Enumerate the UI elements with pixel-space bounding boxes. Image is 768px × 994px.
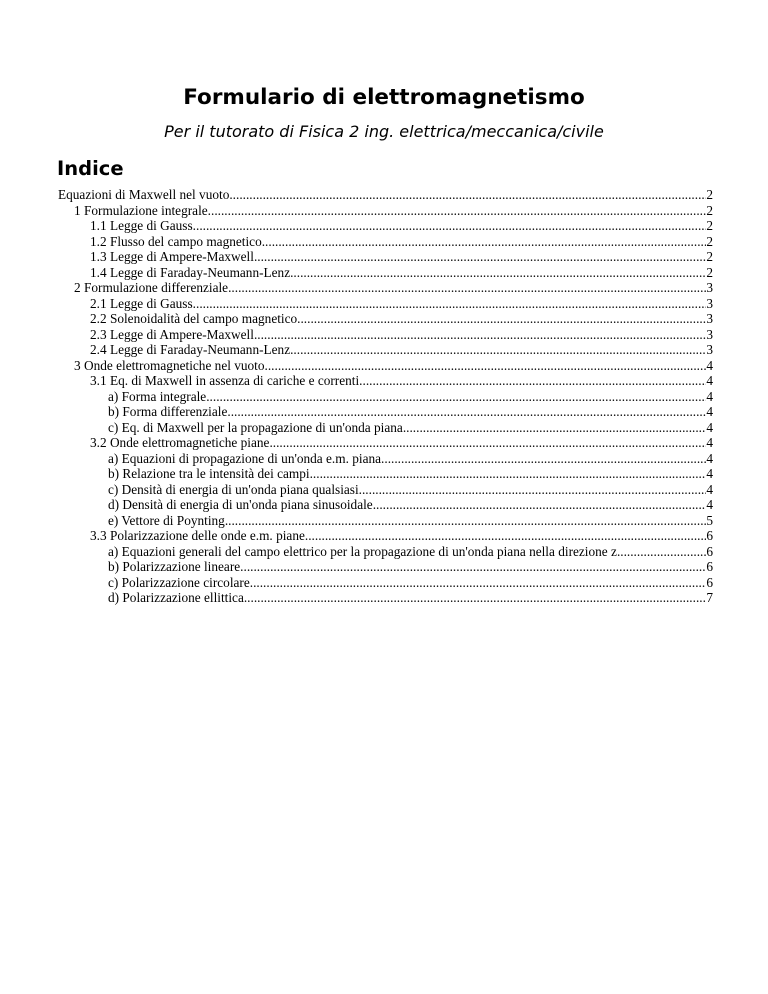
toc-entry[interactable] [58, 311, 713, 327]
toc-entry-title: 2 Formulazione differenziale [74, 280, 229, 295]
toc-dot-leader [290, 342, 706, 358]
toc-entry-page-number: 5 [706, 512, 713, 528]
toc-entry[interactable] [58, 404, 713, 420]
toc-entry-title: e) Vettore di Poynting [108, 512, 225, 528]
toc-dot-leader [305, 528, 706, 544]
toc-entry-title: c) Eq. di Maxwell per la propagazione di un'onda piana [108, 419, 403, 435]
toc-dot-leader [240, 559, 706, 575]
toc-entry-page-number: 7 [706, 590, 713, 605]
toc-entry-title: 1.4 Legge di Faraday-Neumann-Lenz [90, 264, 291, 280]
toc-entry[interactable] [58, 451, 713, 467]
toc-entry-page-number: 2 [706, 264, 713, 280]
toc-dot-leader [381, 451, 706, 467]
toc-dot-leader [359, 373, 706, 389]
toc-entry[interactable] [58, 327, 713, 343]
toc-entry-page-number: 4 [706, 388, 713, 404]
toc-entry[interactable] [58, 497, 713, 513]
toc-entry-title: 1.2 Flusso del campo magnetico [90, 233, 262, 249]
toc-entry-page-number: 3 [706, 342, 713, 357]
toc-entry-page-number: 4 [706, 435, 713, 450]
toc-dot-leader [193, 296, 707, 312]
toc-entry[interactable] [58, 528, 713, 544]
toc-entry-title: b) Relazione tra le intensità dei campi [108, 466, 310, 481]
toc-entry[interactable] [58, 296, 713, 312]
toc-entry[interactable] [58, 389, 713, 405]
toc-entry[interactable] [58, 218, 713, 234]
toc-dot-leader [229, 187, 706, 203]
toc-dot-leader [206, 389, 706, 405]
toc-entry-page-number: 2 [706, 187, 713, 202]
toc-entry-page-number: 2 [706, 218, 713, 233]
toc-entry-title: d) Densità di energia di un'onda piana sinusoidale [108, 497, 373, 512]
toc-entry-page-number: 4 [706, 404, 713, 419]
toc-entry[interactable] [58, 203, 713, 219]
toc-dot-leader [265, 358, 707, 374]
toc-entry-title: c) Polarizzazione circolare [108, 574, 250, 590]
toc-entry-title: 3.3 Polarizzazione delle onde e.m. piane [90, 528, 305, 543]
toc-entry-page-number: 3 [706, 311, 713, 326]
toc-dot-leader [193, 218, 707, 234]
toc-entry[interactable] [58, 575, 713, 591]
toc-entry[interactable] [58, 559, 713, 575]
toc-entry[interactable] [58, 482, 713, 498]
document-subtitle: Per il tutorato di Fisica 2 ing. elettrica/meccanica/civile [164, 122, 604, 141]
toc-dot-leader [617, 544, 706, 560]
toc-entry-page-number: 3 [706, 295, 713, 311]
toc-dot-leader [254, 327, 706, 343]
toc-entry[interactable] [58, 590, 713, 606]
toc-entry-page-number: 3 [706, 326, 713, 342]
toc-entry[interactable] [58, 342, 713, 358]
toc-entry-title: 2.3 Legge di Ampere-Maxwell [90, 326, 254, 342]
toc-entry-title: c) Densità di energia di un'onda piana qualsiasi [108, 481, 359, 497]
toc-entry[interactable] [58, 234, 713, 250]
toc-entry-title: 1 Formulazione integrale [74, 202, 208, 218]
toc-entry-title: d) Polarizzazione ellittica [108, 590, 244, 605]
toc-entry-title: 3 Onde elettromagnetiche nel vuoto [74, 357, 265, 373]
toc-entry-page-number: 4 [706, 450, 713, 466]
toc-entry-page-number: 6 [706, 528, 713, 543]
toc-entry-title: 3.2 Onde elettromagnetiche piane [90, 435, 270, 450]
toc-dot-leader [290, 265, 706, 281]
table-of-contents [58, 187, 713, 606]
toc-entry[interactable] [58, 265, 713, 281]
toc-dot-leader [254, 249, 706, 265]
toc-entry-page-number: 6 [706, 559, 713, 574]
toc-entry-page-number: 4 [706, 497, 713, 512]
toc-entry-title: b) Forma differenziale [108, 404, 228, 419]
toc-dot-leader [227, 404, 706, 420]
toc-heading: Indice [57, 157, 124, 180]
toc-dot-leader [297, 311, 706, 327]
toc-dot-leader [373, 497, 707, 513]
toc-entry-title: 2.2 Solenoidalità del campo magnetico [90, 311, 298, 326]
toc-dot-leader [225, 513, 707, 529]
toc-entry-title: 2.4 Legge di Faraday-Neumann-Lenz [90, 342, 291, 357]
toc-entry-page-number: 4 [706, 419, 713, 435]
toc-dot-leader [269, 435, 706, 451]
document-title: Formulario di elettromagnetismo [183, 85, 585, 110]
toc-dot-leader [359, 482, 707, 498]
toc-entry-page-number: 4 [706, 481, 713, 497]
toc-dot-leader [228, 280, 706, 296]
toc-dot-leader [244, 590, 706, 606]
toc-entry-page-number: 6 [706, 574, 713, 590]
toc-entry-title: 2.1 Legge di Gauss [90, 295, 193, 311]
toc-entry[interactable] [58, 373, 713, 389]
toc-entry-title: b) Polarizzazione lineare [108, 559, 241, 574]
toc-entry-page-number: 2 [706, 249, 713, 264]
toc-entry-title: a) Forma integrale [108, 388, 207, 404]
toc-entry[interactable] [58, 435, 713, 451]
toc-entry-title: 1.1 Legge di Gauss [90, 218, 193, 233]
toc-entry-page-number: 4 [706, 373, 713, 388]
toc-entry-page-number: 3 [706, 280, 713, 295]
toc-dot-leader [208, 203, 707, 219]
toc-entry-title: Equazioni di Maxwell nel vuoto [58, 187, 230, 202]
toc-entry-page-number: 6 [706, 543, 713, 559]
toc-entry-page-number: 4 [706, 466, 713, 481]
toc-entry[interactable] [58, 466, 713, 482]
toc-entry[interactable] [58, 187, 713, 203]
toc-entry[interactable] [58, 358, 713, 374]
toc-entry[interactable] [58, 544, 713, 560]
toc-dot-leader [310, 466, 707, 482]
toc-entry[interactable] [58, 280, 713, 296]
toc-entry[interactable] [58, 249, 713, 265]
toc-dot-leader [403, 420, 707, 436]
toc-entry-title: 1.3 Legge di Ampere-Maxwell [90, 249, 254, 264]
toc-dot-leader [250, 575, 707, 591]
toc-entry-title: 3.1 Eq. di Maxwell in assenza di cariche e correnti [90, 373, 360, 388]
toc-entry-title: a) Equazioni generali del campo elettrico per la propagazione di un'onda piana nella direzione z [108, 543, 617, 559]
toc-entry-page-number: 4 [706, 357, 713, 373]
toc-entry-title: a) Equazioni di propagazione di un'onda e.m. piana [108, 450, 382, 466]
toc-entry-page-number: 2 [706, 202, 713, 218]
toc-entry[interactable] [58, 513, 713, 529]
toc-dot-leader [262, 234, 707, 250]
toc-entry-page-number: 2 [706, 233, 713, 249]
toc-entry[interactable] [58, 420, 713, 436]
